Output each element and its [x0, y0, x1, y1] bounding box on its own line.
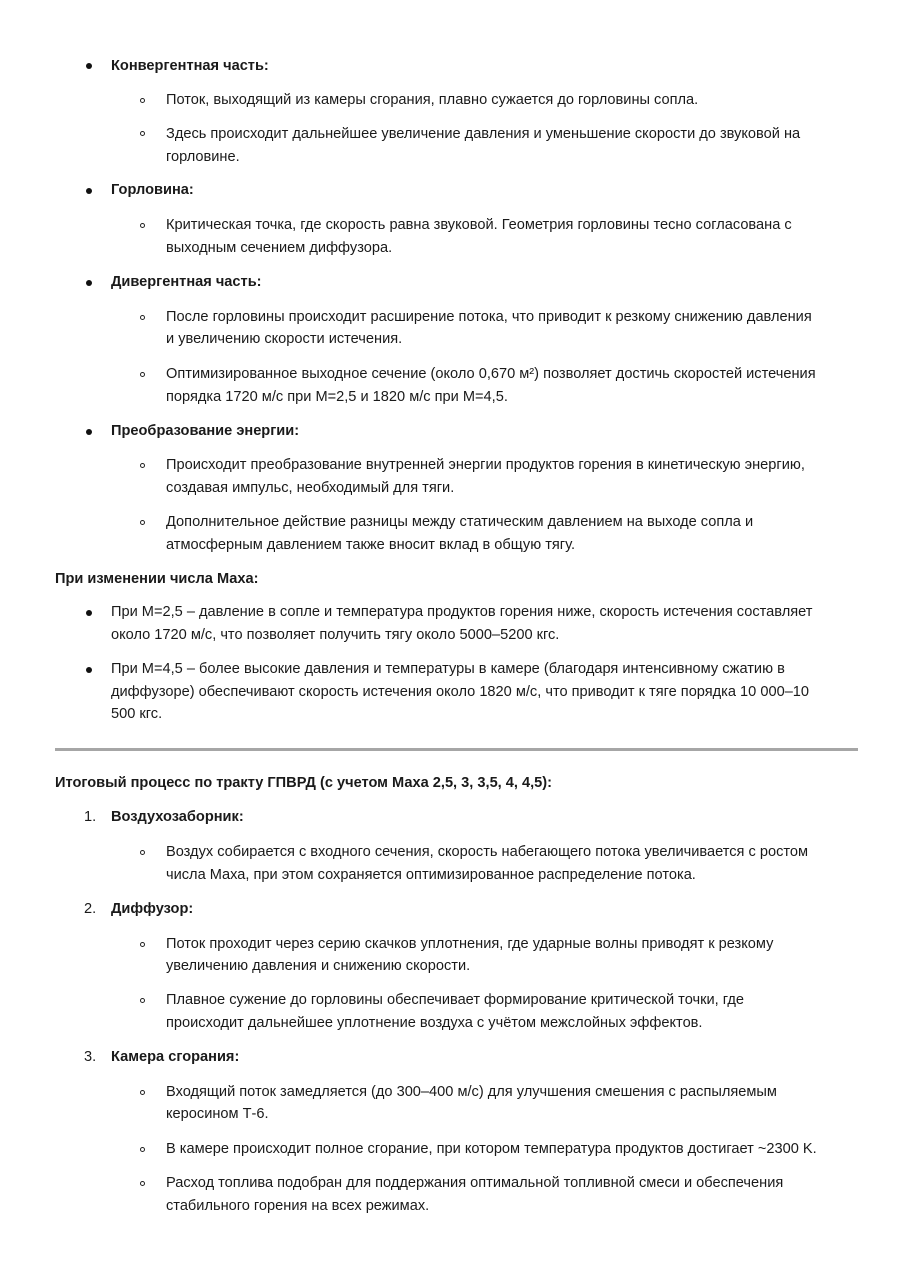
text-line: Воздух собирается с входного сечения, скорость набегающего потока увеличивается с ростом [166, 844, 809, 860]
circle-bullet-icon [140, 463, 145, 468]
mach-heading: При изменении числа Маха: [55, 571, 259, 587]
text-line: При M=2,5 – давление в сопле и температура продуктов горения ниже, скорость истечения составляет [111, 604, 813, 620]
text-line: Дополнительное действие разницы между статическим давлением на выходе сопла и [166, 514, 754, 530]
bullet-icon [86, 280, 92, 286]
circle-bullet-icon [140, 1181, 145, 1186]
text-line: стабильного горения на всех режимах. [166, 1198, 430, 1214]
text-line: горловине. [166, 149, 240, 165]
text-line: и увеличению скорости истечения. [166, 331, 403, 347]
step-number: 3. [84, 1049, 97, 1065]
bullet-icon [86, 429, 92, 435]
bullet-icon [86, 63, 92, 69]
text-line: Поток, выходящий из камеры сгорания, плавно сужается до горловины сопла. [166, 92, 699, 108]
circle-bullet-icon [140, 98, 145, 103]
section-title-convergent: Конвергентная часть: [111, 58, 269, 74]
text-line: происходит дальнейшее уплотнение воздуха с учётом межслойных эффектов. [166, 1015, 703, 1031]
text-line: Поток проходит через серию скачков уплотнения, где ударные волны приводят к резкому [166, 936, 774, 952]
circle-bullet-icon [140, 520, 145, 525]
bullet-icon [86, 610, 92, 616]
text-line: Происходит преобразование внутренней энергии продуктов горения в кинетическую энергию, [166, 457, 805, 473]
step-title-combustor: Камера сгорания: [111, 1049, 240, 1065]
horizontal-divider [55, 748, 858, 751]
step-number: 2. [84, 901, 97, 917]
circle-bullet-icon [140, 1147, 145, 1152]
text-line: атмосферным давлением также вносит вклад в общую тягу. [166, 537, 576, 553]
text-line: В камере происходит полное сгорание, при котором температура продуктов достигает ~2300 K. [166, 1141, 817, 1157]
circle-bullet-icon [140, 1090, 145, 1095]
text-line: числа Маха, при этом сохраняется оптимизированное распределение потока. [166, 867, 696, 883]
bullet-icon [86, 188, 92, 194]
text-line: Расход топлива подобран для поддержания оптимальной топливной смеси и обеспечения [166, 1175, 784, 1191]
step-title-intake: Воздухозаборник: [111, 809, 244, 825]
text-line: Входящий поток замедляется (до 300–400 м/с) для улучшения смешения с распыляемым [166, 1084, 777, 1100]
text-line: После горловины происходит расширение потока, что приводит к резкому снижению давления [166, 309, 812, 325]
circle-bullet-icon [140, 850, 145, 855]
text-line: диффузоре) обеспечивают скорость истечения около 1820 м/с, что приводит к тяге порядка 10 000–10 [111, 684, 810, 700]
step-number: 1. [84, 809, 97, 825]
section-title-energy: Преобразование энергии: [111, 423, 300, 439]
circle-bullet-icon [140, 942, 145, 947]
text-line: около 1720 м/с, что позволяет получить тягу около 5000–5200 кгс. [111, 627, 560, 643]
bullet-icon [86, 667, 92, 673]
step-title-diffuser: Диффузор: [111, 901, 194, 917]
text-line: При M=4,5 – более высокие давления и температуры в камере (благодаря интенсивному сжатию в [111, 661, 785, 677]
text-line: Здесь происходит дальнейшее увеличение давления и уменьшение скорости до звуковой на [166, 126, 801, 142]
circle-bullet-icon [140, 315, 145, 320]
text-line: порядка 1720 м/с при M=2,5 и 1820 м/с при M=4,5. [166, 389, 508, 405]
section-title-throat: Горловина: [111, 182, 194, 198]
summary-heading: Итоговый процесс по тракту ГПВРД (с учетом Маха 2,5, 3, 3,5, 4, 4,5): [55, 775, 553, 791]
text-line: выходным сечением диффузора. [166, 240, 393, 256]
text-line: Критическая точка, где скорость равна звуковой. Геометрия горловины тесно согласована с [166, 217, 792, 233]
text-line: Плавное сужение до горловины обеспечивает формирование критической точки, где [166, 992, 745, 1008]
circle-bullet-icon [140, 372, 145, 377]
circle-bullet-icon [140, 223, 145, 228]
section-title-divergent: Дивергентная часть: [111, 274, 262, 290]
text-line: керосином Т-6. [166, 1106, 269, 1122]
text-line: Оптимизированное выходное сечение (около 0,670 м²) позволяет достичь скоростей истечения [166, 366, 816, 382]
circle-bullet-icon [140, 131, 145, 136]
text-line: создавая импульс, необходимый для тяги. [166, 480, 455, 496]
text-line: 500 кгс. [111, 706, 163, 722]
circle-bullet-icon [140, 998, 145, 1003]
text-line: увеличению давления и снижению скорости. [166, 958, 471, 974]
